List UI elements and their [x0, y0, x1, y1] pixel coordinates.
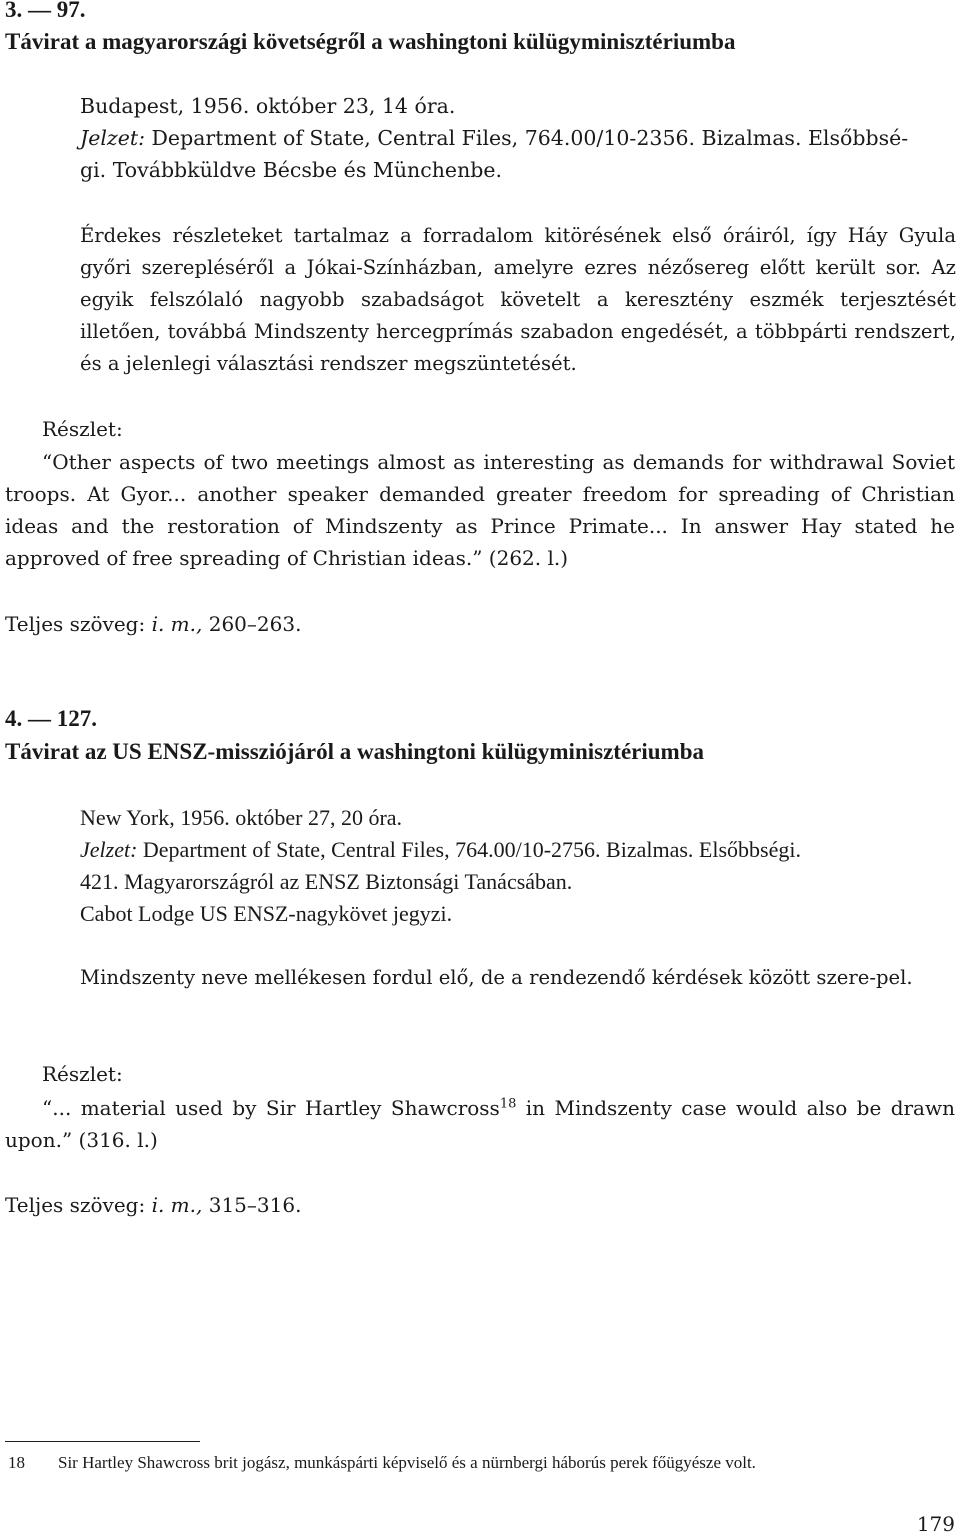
- doc1-full-label: Teljes szöveg:: [5, 612, 152, 636]
- doc2-full-im: i. m.,: [151, 1193, 203, 1217]
- doc2-jelzet-text: Department of State, Central Files, 764.00/10-2756. Bizalmas. Elsőbbségi.: [137, 837, 801, 862]
- doc1-jelzet-label: Jelzet:: [80, 126, 145, 150]
- doc2-footnote-ref[interactable]: 18: [499, 1096, 517, 1112]
- footnote-divider: [5, 1441, 200, 1442]
- doc1-quote-text: “Other aspects of two meetings almost as interesting as demands for withdrawal Soviet troops. At Gyor... another speaker demanded greater freedom for spreading of Christian ideas and the restoration of Mindszenty as Prince Primate... In answer Hay stated he approved of free spreading of Christian ideas.” (262. l.): [5, 450, 955, 570]
- doc1-excerpt-label: Részlet:: [42, 417, 123, 441]
- doc2-jelzet: [80, 834, 958, 866]
- doc1-full-im: i. m.,: [151, 612, 203, 636]
- doc2-metadata: [80, 802, 958, 930]
- doc2-quote: [5, 1092, 955, 1156]
- doc2-full-pages: 315–316.: [202, 1193, 302, 1217]
- doc1-place-date: Budapest, 1956. október 23, 14 óra.: [80, 94, 456, 118]
- footnote-number: 18: [8, 1453, 25, 1472]
- page-number: 179: [916, 1512, 955, 1536]
- doc1-title: Távirat a magyarországi követségről a washingtoni külügyminisztériumba: [5, 29, 736, 54]
- footnote: [8, 1450, 958, 1476]
- doc2-quote-end: in Mindszenty case would also be drawn upon.” (316. l.): [5, 1096, 955, 1152]
- doc1-metadata: [80, 90, 958, 186]
- doc2-jelzet-label: Jelzet:: [80, 837, 138, 862]
- footnote-text: Sir Hartley Shawcross brit jogász, munkáspárti képviselő és a nürnbergi háborús perek főügyésze volt.: [58, 1453, 756, 1472]
- doc1-jelzet: [80, 122, 958, 154]
- doc2-session-line: 421. Magyarországról az ENSZ Biztonsági Tanácsában.: [80, 869, 573, 894]
- doc1-jelzet-cont: gi. Továbbküldve Bécsbe és Münchenbe.: [80, 158, 503, 182]
- doc2-signer-line: Cabot Lodge US ENSZ-nagykövet jegyzi.: [80, 901, 453, 926]
- doc2-quote-start: “... material used by Sir Hartley Shawcross: [42, 1096, 500, 1120]
- doc1-jelzet-text: Department of State, Central Files, 764.00/10-2356. Bizalmas. Elsőbbsé-: [144, 126, 909, 150]
- doc1-summary: Érdekes részleteket tartalmaz a forradalom kitörésének első óráiról, így Háy Gyula győri szerepléséről a Jókai-Színházban, amelyre ezres nézősereg előtt került sor. Az egyik felszólaló nagyobb szabadságot követelt a keresztény eszmék terjesztését illetően, továbbá Mindszenty hercegprímás szabadon engedését, a többpárti rendszert, és a jelenlegi választási rendszer megszüntetését.: [80, 224, 956, 375]
- doc1-full-text-ref: [5, 608, 301, 640]
- doc2-full-label: Teljes szöveg:: [5, 1193, 152, 1217]
- doc1-number: 3. — 97.: [5, 0, 86, 22]
- doc2-title: Távirat az US ENSZ-missziójáról a washingtoni külügyminisztériumba: [5, 739, 704, 764]
- doc2-excerpt-label: Részlet:: [42, 1062, 123, 1086]
- doc2-number: 4. — 127.: [5, 706, 97, 731]
- doc1-quote: [5, 446, 955, 574]
- doc2-full-text-ref: [5, 1189, 301, 1221]
- doc1-full-pages: 260–263.: [202, 612, 302, 636]
- doc2-summary: Mindszenty neve mellékesen fordul elő, de a rendezendő kérdések között szere-pel.: [80, 966, 913, 989]
- doc2-place-date: New York, 1956. október 27, 20 óra.: [80, 805, 403, 830]
